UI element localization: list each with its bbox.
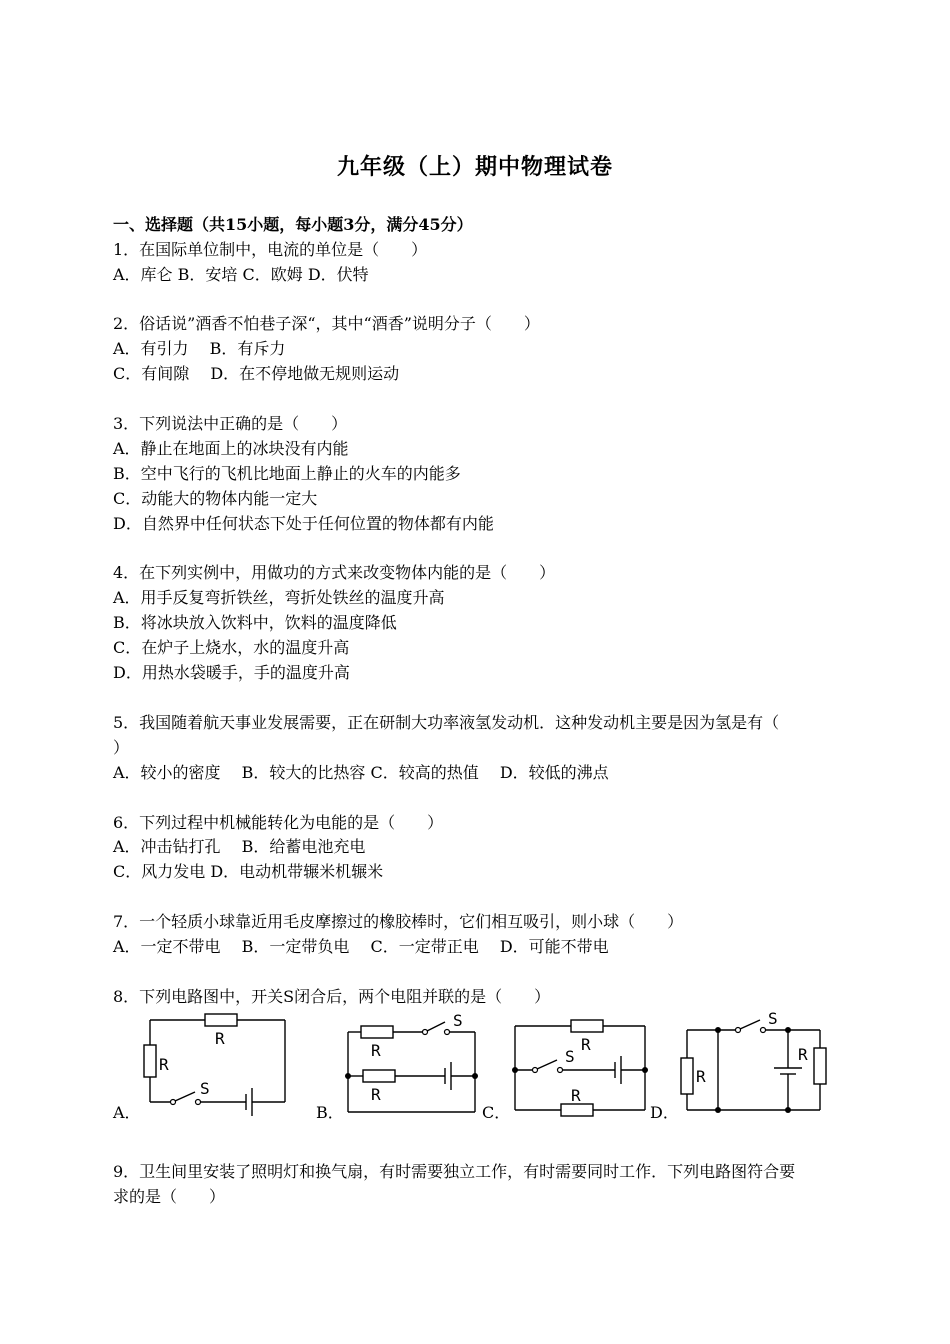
resistor-label: R [581, 1035, 591, 1054]
question-3-stem: 3．下列说法中正确的是（ ） [113, 414, 348, 433]
resistor-label: R [215, 1029, 225, 1048]
resistor-label: R [371, 1085, 381, 1104]
question-4-option: C．在炉子上烧水，水的温度升高 [113, 638, 350, 657]
option-label-c: C． [482, 1103, 511, 1122]
question-1-stem: 1．在国际单位制中，电流的单位是（ ） [113, 240, 428, 259]
question-2-option-row: C．有间隙 D．在不停地做无规则运动 [113, 364, 400, 383]
circuit-diagram-c [505, 1010, 655, 1120]
switch-label: S [565, 1047, 575, 1066]
section-heading: 一、选择题（共15小题，每小题3分，满分45分） [113, 215, 473, 234]
question-3-option: C．动能大的物体内能一定大 [113, 489, 318, 508]
option-label-d: D． [650, 1103, 679, 1122]
question-9-stem: 9．卫生间里安装了照明灯和换气扇，有时需要独立工作，有时需要同时工作．下列电路图符合要 [113, 1162, 796, 1181]
circuit-diagram-a [130, 1010, 300, 1120]
resistor-label: R [371, 1041, 381, 1060]
question-6-stem: 6．下列过程中机械能转化为电能的是（ ） [113, 813, 444, 832]
question-2-option-row: A．有引力 B．有斥力 [113, 339, 286, 358]
question-7-stem: 7．一个轻质小球靠近用毛皮摩擦过的橡胶棒时，它们相互吸引，则小球（ ） [113, 912, 684, 931]
question-5-stem: 5．我国随着航天事业发展需要，正在研制大功率液氢发动机．这种发动机主要是因为氢是有（ [113, 713, 780, 732]
resistor-label: R [571, 1086, 581, 1105]
question-3-option: A．静止在地面上的冰块没有内能 [113, 439, 349, 458]
question-4-option: D．用热水袋暖手，手的温度升高 [113, 663, 350, 682]
question-7-options: A．一定不带电 B．一定带负电 C．一定带正电 D．可能不带电 [113, 937, 609, 956]
circuit-diagram-b [335, 1010, 485, 1120]
question-6-option-row: C．风力发电 D．电动机带辗米机辗米 [113, 862, 384, 881]
question-1-options: A．库仑 B．安培 C．欧姆 D．伏特 [113, 265, 369, 284]
question-4-option: A．用手反复弯折铁丝，弯折处铁丝的温度升高 [113, 588, 445, 607]
question-6-option-row: A．冲击钻打孔 B．给蓄电池充电 [113, 837, 366, 856]
circuit-diagram-d [670, 1010, 840, 1120]
resistor-label: R [798, 1045, 808, 1064]
option-label-b: B． [316, 1103, 344, 1122]
switch-label: S [200, 1079, 210, 1098]
question-5-options: A．较小的密度 B．较大的比热容 C．较高的热值 D．较低的沸点 [113, 763, 609, 782]
resistor-label: R [159, 1055, 169, 1074]
question-4-option: B．将冰块放入饮料中，饮料的温度降低 [113, 613, 397, 632]
question-8-stem: 8．下列电路图中，开关S闭合后，两个电阻并联的是（ ） [113, 987, 551, 1006]
page-title: 九年级（上）期中物理试卷 [336, 154, 613, 180]
option-label-a: A． [113, 1103, 141, 1122]
switch-label: S [768, 1009, 778, 1028]
switch-label: S [453, 1011, 463, 1030]
question-3-option: B．空中飞行的飞机比地面上静止的火车的内能多 [113, 464, 461, 483]
question-2-stem: 2．俗话说”酒香不怕巷子深“，其中“酒香”说明分子（ ） [113, 314, 540, 333]
question-4-stem: 4．在下列实例中，用做功的方式来改变物体内能的是（ ） [113, 563, 556, 582]
question-5-stem-cont: ） [113, 738, 130, 757]
question-3-option: D．自然界中任何状态下处于任何位置的物体都有内能 [113, 514, 494, 533]
resistor-label: R [696, 1067, 706, 1086]
question-9-stem-cont: 求的是（ ） [113, 1187, 226, 1206]
